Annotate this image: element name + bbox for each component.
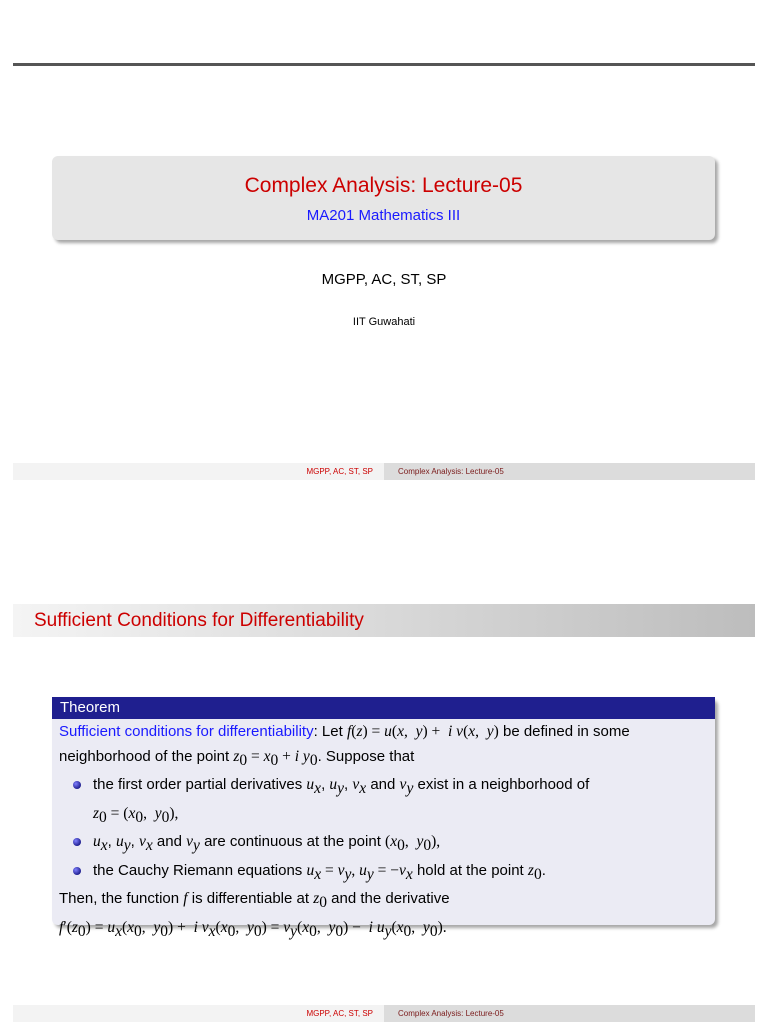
authors: MGPP, AC, ST, SP <box>321 271 447 288</box>
bullet-icon <box>73 838 81 846</box>
theorem-conclusion: Then, the function f is differentiable at $z_0$ and the derivative $f'(z_0) = u_x(x_0$, $y_0) + i$ $v_x(x_0$, $y_0) = v_y(x_0$, $y_0) - i$ $u_y(x_0$, $y_0$). <box>59 890 450 940</box>
theorem-intro: Sufficient conditions for differentiability: Let f(z) = u(x, y) + i v(x, y) be defined in some neighborhood of the point $z_0 = x_0 + i$ $y_0$. Suppose that <box>59 723 630 769</box>
theorem-block <box>52 697 715 940</box>
list-item: the Cauchy Riemann equations $u_x = v_y$, $u_y = -v_x$ hold at the point $z_0$. <box>59 859 707 888</box>
theorem-label: Theorem <box>52 697 715 719</box>
formula-z0: z <box>233 747 240 765</box>
theorem-body <box>52 719 715 944</box>
list-item: $u_x$, $u_y$, $v_x$ and $v_y$ are continuous at the point ($x_0$, $y_0$), <box>59 830 707 859</box>
top-rule <box>13 63 755 66</box>
presentation-title: Complex Analysis: Lecture-05 <box>244 174 523 197</box>
footer-authors: MGPP, AC, ST, SP <box>13 463 384 480</box>
frame-title: Sufficient Conditions for Differentiability <box>13 604 755 637</box>
list-item: the first order partial derivatives $u_x$, $u_y$, $v_x$ and $v_y$ exist in a neighborhood of $z_0 = (x_0$, $y_0$), <box>59 773 707 830</box>
footer <box>13 1005 755 1022</box>
formula-f: f <box>346 723 352 740</box>
footer <box>13 463 755 480</box>
footer-title: Complex Analysis: Lecture-05 <box>384 1005 755 1022</box>
title-block <box>52 156 715 240</box>
condition-list <box>59 773 707 887</box>
derivative-formula: f <box>59 918 64 936</box>
institute: IIT Guwahati <box>352 316 416 328</box>
bullet-icon <box>73 867 81 875</box>
bullet-icon <box>73 781 81 789</box>
footer-title: Complex Analysis: Lecture-05 <box>384 463 755 480</box>
footer-authors: MGPP, AC, ST, SP <box>13 1005 384 1022</box>
theorem-name: Sufficient conditions for differentiability <box>59 723 314 740</box>
presentation-subtitle: MA201 Mathematics III <box>306 207 461 224</box>
